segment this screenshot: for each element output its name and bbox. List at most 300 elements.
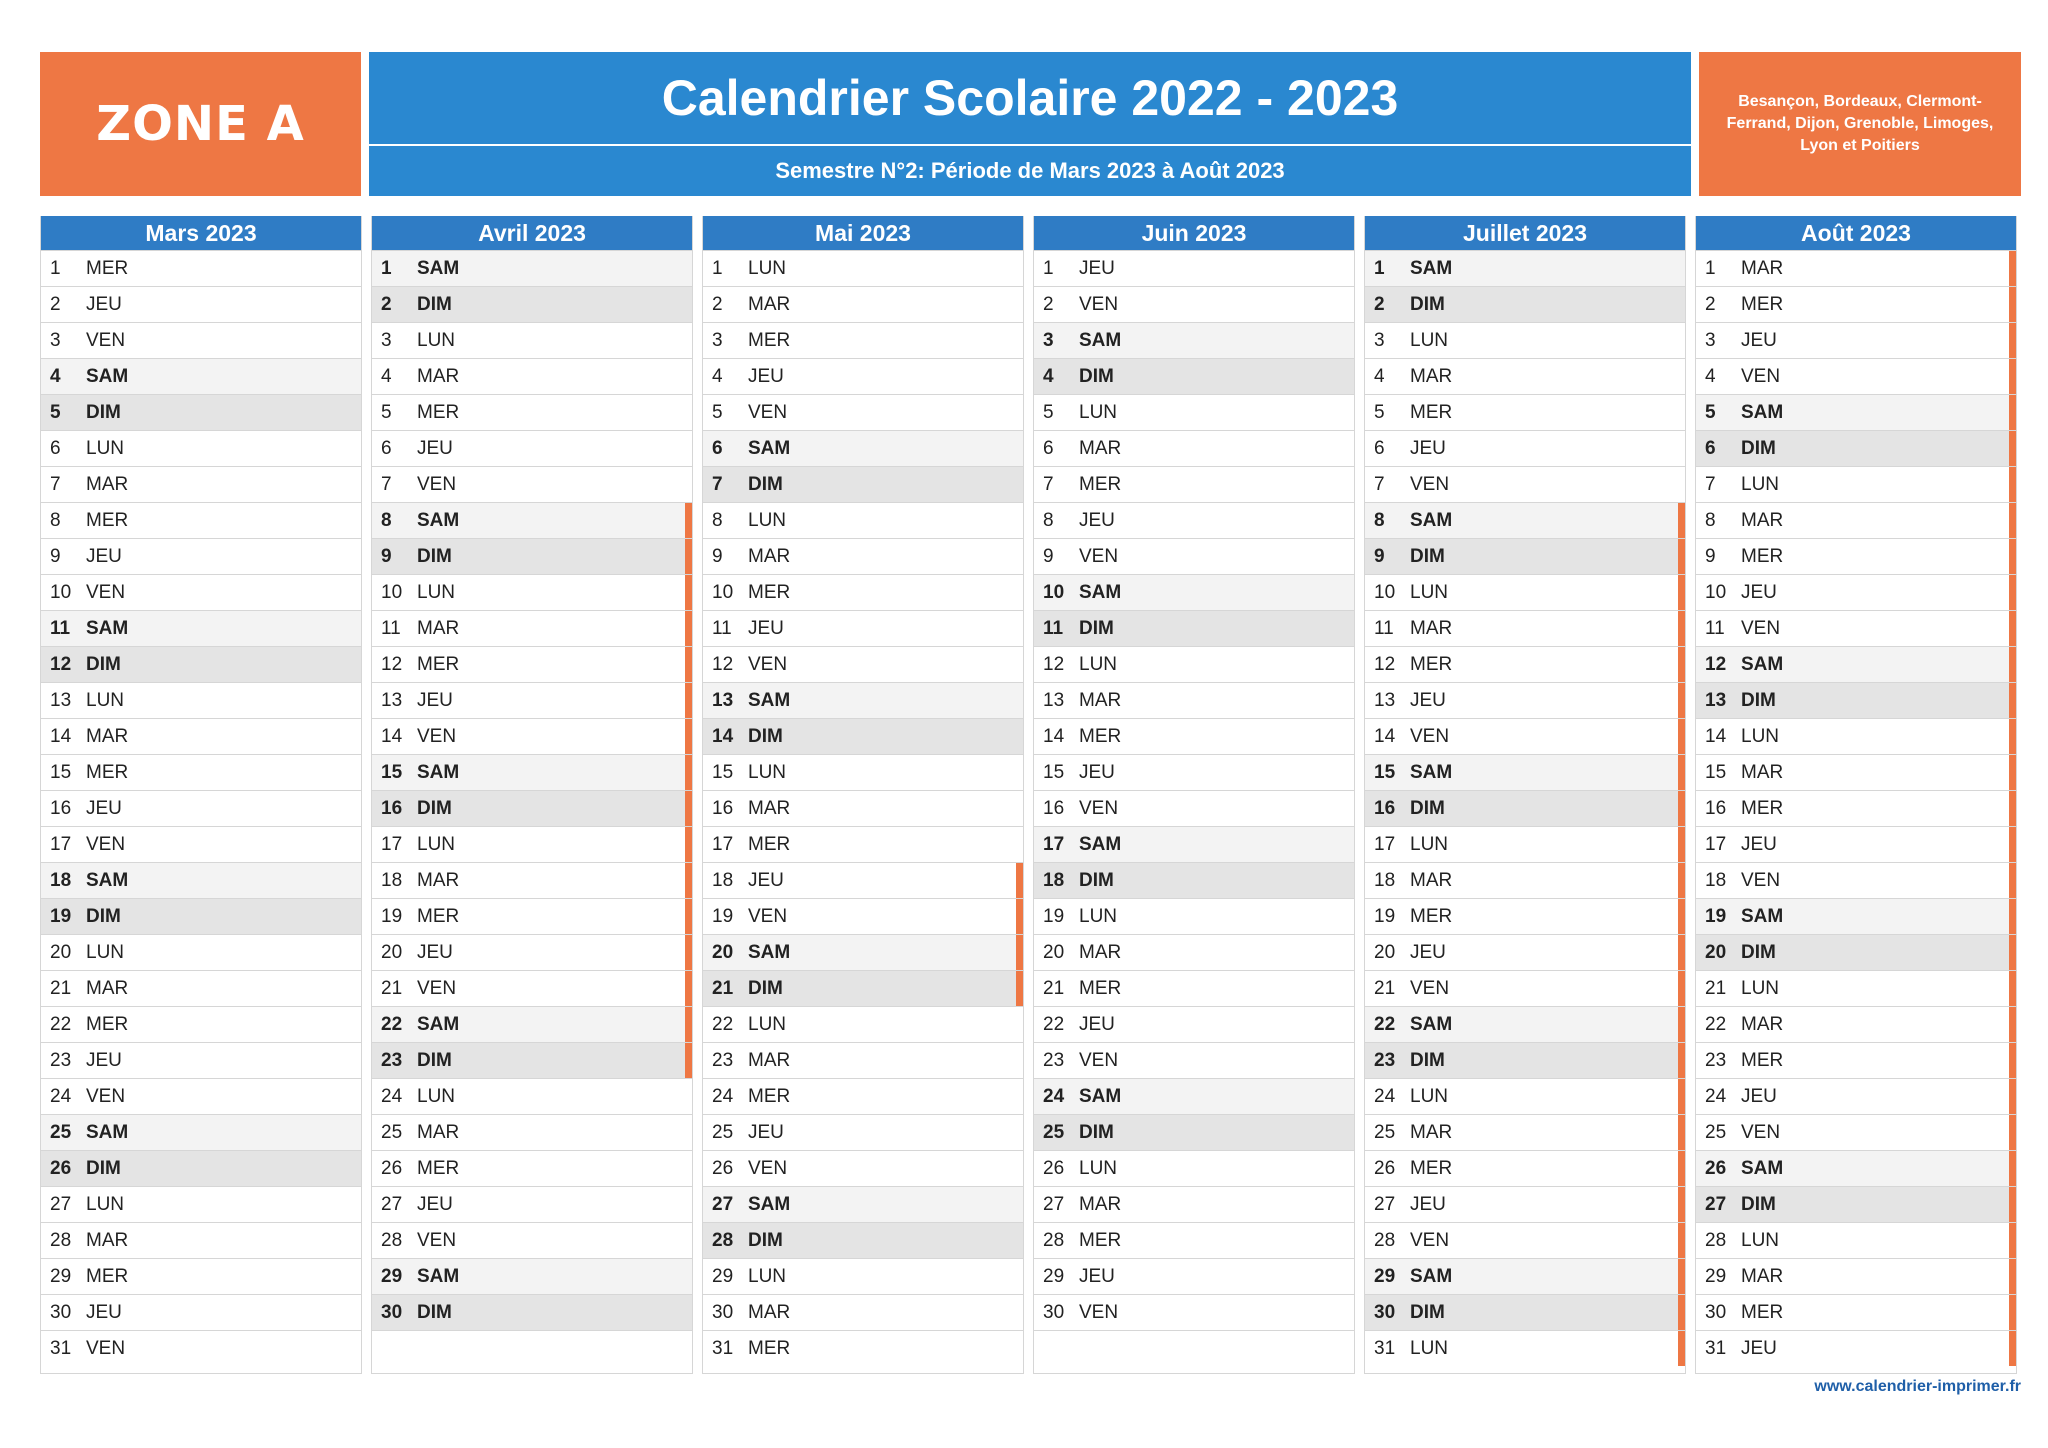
day-number: 23 [50, 1049, 72, 1071]
day-number: 18 [381, 869, 403, 891]
day-number: 22 [381, 1013, 403, 1035]
day-number: 27 [381, 1193, 403, 1215]
day-name: MER [86, 257, 129, 279]
day-number: 3 [1705, 329, 1716, 351]
day-row [1034, 1294, 1354, 1330]
day-number: 29 [50, 1265, 72, 1287]
day-number: 7 [1374, 473, 1385, 495]
day-name: JEU [417, 689, 453, 711]
day-name: JEU [417, 437, 453, 459]
day-name: JEU [86, 293, 122, 315]
day-number: 30 [381, 1301, 403, 1323]
day-name: DIM [1410, 797, 1445, 819]
day-row [372, 430, 692, 466]
day-name: VEN [417, 1229, 457, 1251]
day-name: VEN [1079, 797, 1119, 819]
month-header: Mai 2023 [703, 216, 1023, 250]
day-row [703, 574, 1023, 610]
day-number: 13 [50, 689, 72, 711]
day-name: VEN [1741, 1121, 1781, 1143]
day-row-holiday [372, 826, 692, 862]
day-name: LUN [748, 1265, 787, 1287]
day-name: MER [748, 1085, 791, 1107]
day-name: DIM [1079, 869, 1114, 891]
day-number: 1 [1374, 257, 1385, 279]
day-row [703, 1150, 1023, 1186]
day-name: SAM [1741, 1157, 1784, 1179]
day-number: 1 [50, 257, 61, 279]
day-name: SAM [1410, 509, 1453, 531]
day-number: 20 [381, 941, 403, 963]
day-number: 9 [1374, 545, 1385, 567]
day-number: 1 [1705, 257, 1716, 279]
day-name: DIM [86, 905, 121, 927]
day-name: LUN [1410, 833, 1449, 855]
day-row-holiday [1365, 1294, 1685, 1330]
day-name: LUN [1079, 905, 1118, 927]
day-number: 13 [1043, 689, 1065, 711]
day-number: 26 [50, 1157, 72, 1179]
day-name: LUN [1741, 473, 1780, 495]
day-row [41, 394, 361, 430]
day-number: 14 [50, 725, 72, 747]
day-number: 3 [1043, 329, 1054, 351]
day-number: 17 [1043, 833, 1065, 855]
day-name: LUN [1410, 581, 1449, 603]
day-number: 12 [50, 653, 72, 675]
day-number: 15 [381, 761, 403, 783]
day-name: SAM [86, 869, 129, 891]
day-number: 24 [1043, 1085, 1065, 1107]
day-number: 18 [50, 869, 72, 891]
day-name: MER [1410, 401, 1453, 423]
day-number: 17 [50, 833, 72, 855]
day-number: 24 [50, 1085, 72, 1107]
day-row-holiday [1365, 574, 1685, 610]
day-number: 26 [1374, 1157, 1396, 1179]
day-name: MAR [417, 617, 460, 639]
day-name: VEN [748, 1157, 788, 1179]
day-row [372, 1150, 692, 1186]
day-name: VEN [86, 581, 126, 603]
day-number: 8 [381, 509, 392, 531]
day-name: LUN [86, 941, 125, 963]
day-name: JEU [86, 797, 122, 819]
day-row-holiday [1696, 1078, 2016, 1114]
day-name: SAM [417, 1265, 460, 1287]
day-number: 1 [381, 257, 392, 279]
day-row [41, 502, 361, 538]
day-number: 20 [1705, 941, 1727, 963]
day-number: 6 [381, 437, 392, 459]
day-number: 21 [712, 977, 734, 999]
day-row [41, 682, 361, 718]
day-row [703, 286, 1023, 322]
day-name: MAR [86, 977, 129, 999]
day-number: 25 [1374, 1121, 1396, 1143]
day-name: MAR [1741, 1013, 1784, 1035]
day-number: 20 [1043, 941, 1065, 963]
day-number: 2 [1705, 293, 1716, 315]
day-row [703, 322, 1023, 358]
day-name: JEU [1079, 1265, 1115, 1287]
day-number: 24 [712, 1085, 734, 1107]
day-number: 26 [712, 1157, 734, 1179]
day-number: 27 [1705, 1193, 1727, 1215]
day-number: 30 [712, 1301, 734, 1323]
day-row [41, 1294, 361, 1330]
day-number: 22 [50, 1013, 72, 1035]
day-number: 9 [712, 545, 723, 567]
day-number: 14 [1374, 725, 1396, 747]
day-name: MAR [86, 725, 129, 747]
day-row [41, 466, 361, 502]
day-row-holiday [703, 934, 1023, 970]
day-number: 31 [712, 1337, 734, 1359]
day-row [1034, 1186, 1354, 1222]
day-row-holiday [1696, 1150, 2016, 1186]
day-name: DIM [417, 1049, 452, 1071]
day-row [1365, 250, 1685, 286]
day-number: 28 [50, 1229, 72, 1251]
day-row [703, 790, 1023, 826]
day-row [703, 1186, 1023, 1222]
day-number: 15 [1705, 761, 1727, 783]
day-row [41, 934, 361, 970]
day-row-holiday [1696, 1258, 2016, 1294]
day-row-holiday [1696, 250, 2016, 286]
day-name: LUN [417, 1085, 456, 1107]
day-name: MER [1741, 545, 1784, 567]
day-name: VEN [86, 1337, 126, 1359]
day-row [372, 322, 692, 358]
day-row [1365, 322, 1685, 358]
day-name: LUN [1079, 401, 1118, 423]
day-number: 25 [712, 1121, 734, 1143]
day-row [1034, 1150, 1354, 1186]
day-row-holiday [1365, 970, 1685, 1006]
day-name: LUN [748, 1013, 787, 1035]
day-row-holiday [1365, 646, 1685, 682]
day-number: 13 [381, 689, 403, 711]
day-name: LUN [86, 689, 125, 711]
day-name: JEU [86, 1301, 122, 1323]
day-row-holiday [1365, 826, 1685, 862]
day-name: MER [1741, 1301, 1784, 1323]
day-row-holiday [372, 610, 692, 646]
day-row [372, 1294, 692, 1330]
day-row [703, 466, 1023, 502]
day-row [41, 610, 361, 646]
day-number: 12 [1374, 653, 1396, 675]
day-number: 13 [712, 689, 734, 711]
day-number: 17 [712, 833, 734, 855]
day-row [1034, 970, 1354, 1006]
website-url[interactable]: www.calendrier-imprimer.fr [1814, 1378, 2021, 1395]
day-row [1034, 646, 1354, 682]
day-name: MER [1741, 293, 1784, 315]
day-number: 11 [50, 617, 71, 639]
day-number: 9 [1043, 545, 1054, 567]
month-column [1033, 216, 1355, 1374]
day-row [41, 322, 361, 358]
month-column [1364, 216, 1686, 1374]
day-number: 2 [381, 293, 392, 315]
day-name: JEU [1079, 509, 1115, 531]
page-subtitle: Semestre N°2: Période de Mars 2023 à Août 2023 [369, 146, 1691, 196]
day-name: SAM [1741, 653, 1784, 675]
day-name: LUN [748, 257, 787, 279]
day-row [1034, 574, 1354, 610]
day-name: LUN [417, 833, 456, 855]
day-number: 25 [50, 1121, 72, 1143]
day-name: MAR [417, 869, 460, 891]
day-row-holiday [1365, 1078, 1685, 1114]
day-number: 6 [1043, 437, 1054, 459]
day-name: VEN [86, 833, 126, 855]
day-number: 22 [1043, 1013, 1065, 1035]
day-row-holiday [372, 574, 692, 610]
day-number: 22 [1374, 1013, 1396, 1035]
day-number: 6 [50, 437, 61, 459]
day-number: 15 [1374, 761, 1396, 783]
day-row [41, 646, 361, 682]
day-row-holiday [1365, 1150, 1685, 1186]
day-number: 5 [381, 401, 392, 423]
day-row [41, 790, 361, 826]
day-row-holiday [372, 862, 692, 898]
day-name: MAR [1410, 869, 1453, 891]
day-name: VEN [1741, 617, 1781, 639]
day-number: 30 [1043, 1301, 1065, 1323]
day-row [1034, 790, 1354, 826]
day-number: 14 [1705, 725, 1727, 747]
day-name: MER [1410, 653, 1453, 675]
day-name: LUN [1741, 977, 1780, 999]
day-name: LUN [417, 329, 456, 351]
day-name: JEU [86, 545, 122, 567]
day-number: 30 [1374, 1301, 1396, 1323]
day-number: 8 [1043, 509, 1054, 531]
day-name: MER [1079, 977, 1122, 999]
day-row [703, 610, 1023, 646]
day-row-holiday [1365, 898, 1685, 934]
day-name: LUN [1079, 653, 1118, 675]
day-number: 18 [1043, 869, 1065, 891]
day-name: MER [748, 1337, 791, 1359]
day-row-holiday [703, 898, 1023, 934]
day-row-holiday [1696, 1006, 2016, 1042]
day-number: 22 [712, 1013, 734, 1035]
day-row-holiday [1365, 934, 1685, 970]
day-row [372, 1114, 692, 1150]
day-number: 23 [381, 1049, 403, 1071]
day-row [1034, 718, 1354, 754]
day-row [1365, 394, 1685, 430]
day-number: 24 [1374, 1085, 1396, 1107]
day-number: 10 [1043, 581, 1065, 603]
day-name: DIM [86, 653, 121, 675]
day-row-holiday [372, 718, 692, 754]
day-row-holiday [1696, 862, 2016, 898]
day-row-holiday [1696, 1042, 2016, 1078]
day-row-holiday [1696, 898, 2016, 934]
day-row [1034, 934, 1354, 970]
day-name: VEN [86, 329, 126, 351]
day-name: DIM [1410, 293, 1445, 315]
day-row-holiday [1696, 646, 2016, 682]
day-name: SAM [86, 365, 129, 387]
day-name: DIM [1741, 1193, 1776, 1215]
day-number: 1 [1043, 257, 1054, 279]
day-name: MER [748, 581, 791, 603]
day-row [41, 1114, 361, 1150]
day-number: 10 [50, 581, 72, 603]
day-row-holiday [1696, 934, 2016, 970]
day-name: JEU [1079, 1013, 1115, 1035]
day-name: LUN [1741, 1229, 1780, 1251]
day-row-holiday [1696, 394, 2016, 430]
day-name: MAR [417, 1121, 460, 1143]
day-row-holiday [1365, 790, 1685, 826]
day-row-holiday [372, 790, 692, 826]
day-row-holiday [1365, 754, 1685, 790]
months-grid [40, 216, 2021, 1374]
day-name: MER [86, 761, 129, 783]
day-number: 30 [1705, 1301, 1727, 1323]
day-name: DIM [1741, 689, 1776, 711]
day-number: 29 [1043, 1265, 1065, 1287]
day-row-holiday [1696, 682, 2016, 718]
day-row-holiday [1696, 1114, 2016, 1150]
day-number: 13 [1705, 689, 1727, 711]
day-number: 4 [50, 365, 61, 387]
month-header: Juillet 2023 [1365, 216, 1685, 250]
day-number: 19 [50, 905, 72, 927]
day-name: SAM [1079, 1085, 1122, 1107]
day-number: 19 [1705, 905, 1727, 927]
day-name: MAR [1741, 257, 1784, 279]
day-row-holiday [1696, 754, 2016, 790]
day-name: DIM [86, 401, 121, 423]
day-number: 16 [1043, 797, 1065, 819]
day-row-holiday [1696, 1330, 2016, 1366]
day-name: JEU [1741, 1337, 1777, 1359]
day-row [703, 646, 1023, 682]
empty-row [1034, 1330, 1354, 1366]
day-number: 11 [712, 617, 732, 639]
day-row-holiday [703, 970, 1023, 1006]
day-number: 27 [50, 1193, 72, 1215]
day-name: MER [1079, 725, 1122, 747]
day-row [41, 1042, 361, 1078]
day-name: DIM [417, 293, 452, 315]
day-name: MAR [1079, 941, 1122, 963]
day-row [372, 466, 692, 502]
day-row [1034, 1006, 1354, 1042]
day-row [1034, 1258, 1354, 1294]
day-number: 16 [712, 797, 734, 819]
day-number: 4 [1705, 365, 1716, 387]
day-row [41, 1258, 361, 1294]
day-number: 21 [1043, 977, 1065, 999]
day-row-holiday [372, 1006, 692, 1042]
day-name: LUN [86, 437, 125, 459]
day-row [372, 1078, 692, 1114]
day-row-holiday [1696, 430, 2016, 466]
day-name: VEN [1079, 1301, 1119, 1323]
day-name: MAR [1741, 509, 1784, 531]
day-row [372, 1258, 692, 1294]
day-name: MER [1741, 797, 1784, 819]
day-name: LUN [1741, 725, 1780, 747]
day-number: 13 [1374, 689, 1396, 711]
day-name: LUN [1410, 1085, 1449, 1107]
day-row [703, 502, 1023, 538]
day-number: 21 [381, 977, 403, 999]
day-row [1034, 502, 1354, 538]
day-row [703, 538, 1023, 574]
day-number: 8 [1705, 509, 1716, 531]
day-row [41, 250, 361, 286]
day-row-holiday [372, 646, 692, 682]
day-number: 26 [1705, 1157, 1727, 1179]
day-row [1034, 430, 1354, 466]
day-row-holiday [1365, 1006, 1685, 1042]
day-row [1034, 250, 1354, 286]
day-row [1034, 466, 1354, 502]
day-name: VEN [748, 653, 788, 675]
day-name: LUN [748, 761, 787, 783]
day-number: 3 [712, 329, 723, 351]
day-name: MER [417, 401, 460, 423]
day-name: MAR [1410, 617, 1453, 639]
day-row-holiday [1365, 1186, 1685, 1222]
day-name: VEN [86, 1085, 126, 1107]
day-name: SAM [1079, 581, 1122, 603]
day-name: DIM [86, 1157, 121, 1179]
day-name: SAM [1410, 257, 1453, 279]
day-number: 28 [712, 1229, 734, 1251]
day-number: 1 [712, 257, 723, 279]
day-row-holiday [1696, 1222, 2016, 1258]
day-number: 8 [1374, 509, 1385, 531]
day-name: DIM [417, 1301, 452, 1323]
day-name: DIM [748, 977, 783, 999]
day-row-holiday [703, 862, 1023, 898]
day-name: MAR [1741, 1265, 1784, 1287]
month-header: Juin 2023 [1034, 216, 1354, 250]
month-column [702, 216, 1024, 1374]
day-number: 19 [1043, 905, 1065, 927]
day-name: SAM [1410, 1013, 1453, 1035]
day-row [41, 538, 361, 574]
day-name: JEU [1410, 941, 1446, 963]
day-name: VEN [1410, 473, 1450, 495]
day-number: 4 [1374, 365, 1385, 387]
day-row [1034, 1078, 1354, 1114]
day-row [1365, 358, 1685, 394]
day-number: 29 [1374, 1265, 1396, 1287]
day-name: MAR [748, 545, 791, 567]
day-row [372, 250, 692, 286]
day-row [41, 1186, 361, 1222]
day-name: DIM [1410, 1301, 1445, 1323]
day-row [1365, 466, 1685, 502]
day-number: 18 [1374, 869, 1396, 891]
month-column [371, 216, 693, 1374]
day-name: MAR [1741, 761, 1784, 783]
